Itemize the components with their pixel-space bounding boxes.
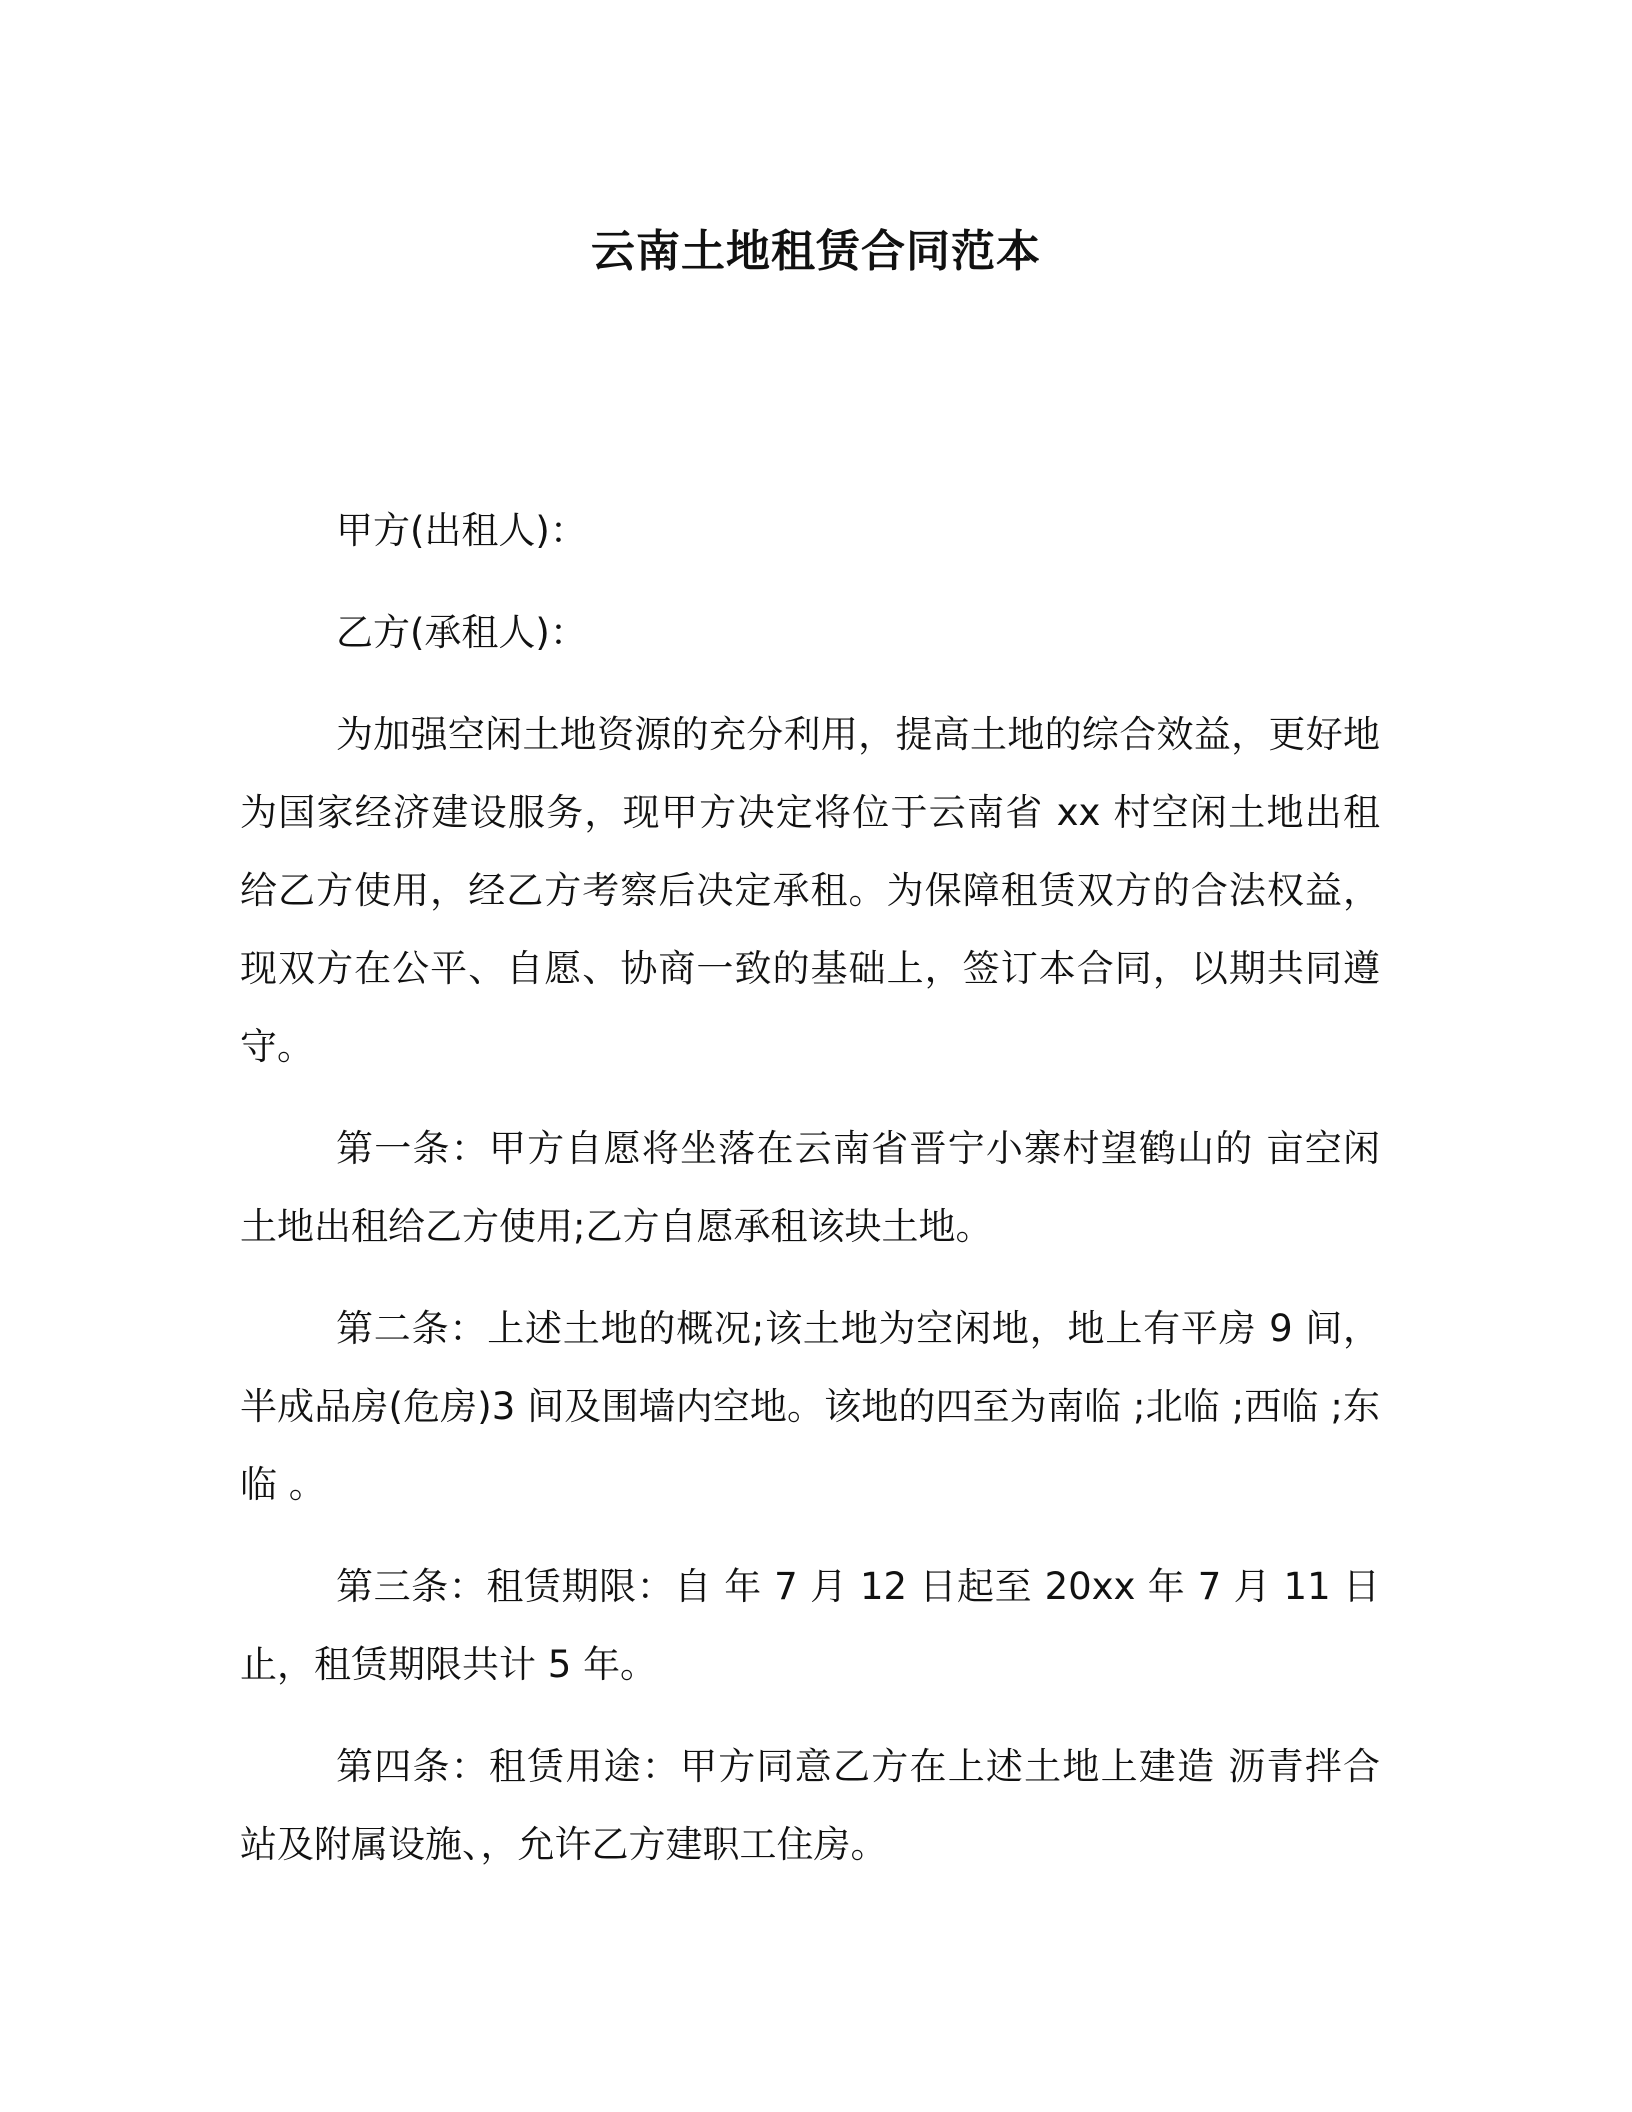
article-1-paragraph: 第一条：甲方自愿将坐落在云南省晋宁小寨村望鹤山的 亩空闲土地出租给乙方使用;乙方自愿承租该块土地。 (240, 1127, 1380, 1248)
document-body (240, 492, 1380, 1908)
article-4-paragraph: 第四条：租赁用途：甲方同意乙方在上述土地上建造 沥青拌合站及附属设施、，允许乙方建职工住房。 (240, 1745, 1380, 1866)
party-a-line: 甲方(出租人)： (336, 509, 587, 552)
document-title: 云南土地租赁合同范本 (591, 226, 1041, 277)
preamble-paragraph: 为加强空闲土地资源的充分利用，提高土地的综合效益，更好地为国家经济建设服务，现甲方决定将位于云南省 xx 村空闲土地出租给乙方使用，经乙方考察后决定承租。为保障租赁双方的合法权益，现双方在公平、自愿、协商一致的基础上，签订本合同，以期共同遵守。 (240, 713, 1380, 1068)
party-b-line: 乙方(承租人)： (336, 611, 587, 654)
article-3-paragraph: 第三条：租赁期限：自 年 7 月 12 日起至 20xx 年 7 月 11 日止，租赁期限共计 5 年。 (240, 1565, 1380, 1686)
article-2-paragraph: 第二条：上述土地的概况;该土地为空闲地，地上有平房 9 间，半成品房(危房)3 间及围墙内空地。该地的四至为南临 ;北临 ;西临 ;东临 。 (240, 1307, 1380, 1506)
